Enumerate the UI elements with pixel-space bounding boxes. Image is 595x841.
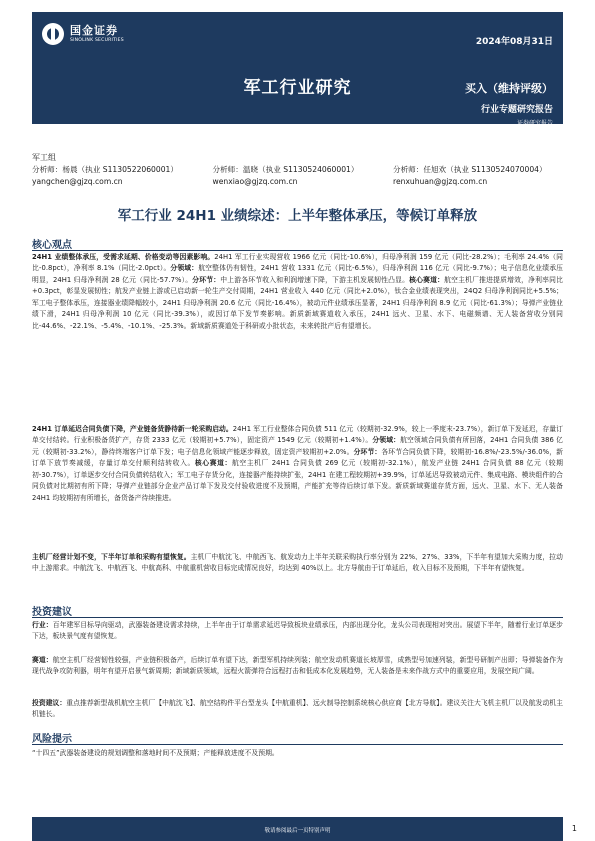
disclaimer-note: 敬请参阅最后一页特别声明 [264,828,331,834]
section-heading-invest: 投资建议 [32,607,72,618]
lead-text: 投资建议： [32,699,67,707]
lead-text: 分环节： [353,447,382,456]
body-text: 航空主机厂推进提质增效，净利率同比+0.3pct，彰显发展韧性；航发产业链上游或已启动新一轮生产交付周期，24H1 营业收入 440 亿元（同比+2.0%），钛合金业绩表现突出，24Q2 归母净利润同比+5.5%；军工电子整体承压，连接器业绩降幅较小，24H1 归母净利润 20.6 亿元（同比-16.4%），被动元件业绩承压显著，24H1 归母净利润 8.9 亿元（同比-61.3%）；导弹产业链业绩下滑，24H1 归母净利润 10 亿元（同比-39.3%），或因订单下发节奏影响。新质新域赛道收入承压，24H1 远火、卫星、水下、电磁频谱、无人装备营收分别同比-44.6%、-22.1%、-5.4%、-10.1%、-25.3%。新域新质赛道处于科研或小批状态，未来转批产后有望增长。 [32,275,563,330]
lead-text: 分领域： [372,436,401,445]
logo-name-cn: 国金证券 [70,24,118,37]
body-text: 主机厂中航沈飞、中航西飞、航发动力上半年关联采购执行率分别为 22%、27%、33%，下半年有望加大采购力度，拉动中上游需求。中航沈飞、中航西飞、中航高科、中航重机营收目标完成情况良好，均达到 40%以上。北方导航由于订单延后，收入目标不及预期，下半年有望恢复。 [32,553,563,573]
analyst-item [393,164,563,188]
body-text: 各环节合同负债下降，较期初-16.8%/-23.5%/-36.0%，新订单下放节奏减缓，存量订单交付顺利结转收入。 [32,447,564,468]
page-footer [32,817,563,841]
report-type: 行业专题研究报告 [480,105,553,115]
page-number: 1 [571,824,577,833]
core-paragraph-orders [32,424,563,504]
analyst-name: 分析师：温晓（执业 S1130524060001） [212,165,359,174]
rating-badge: 买入（维持评级） [465,82,553,95]
analyst-email[interactable]: yangchen@gjzq.com.cn [32,177,123,186]
company-logo [42,23,124,45]
invest-paragraph-tracks [32,655,563,678]
invest-paragraph-picks [32,698,563,721]
body-text: 24H1 军工行业整体合同负债 511 亿元（较期初-32.9%，较上一季度末-23.7%），新订单下发延迟，存量订单交付结转。行业积极备货扩产，存货 2333 亿元（较期初+5.7%），固定资产 1549 亿元（较期初+1.4%）。 [32,425,563,445]
sinolink-logo-icon [42,23,64,45]
invest-paragraph-industry [32,620,563,643]
lead-text: 24H1 订单延迟合同负债下降，产业链备货静待新一轮采购启动。 [32,425,233,433]
lead-text: 分环节： [192,275,221,284]
team-name: 军工组 [32,153,56,162]
report-main-title: 军工行业 24H1 业绩综述：上半年整体承压，等候订单释放 [117,208,478,224]
analyst-email[interactable]: renxuhuan@gjzq.com.cn [393,177,488,186]
body-text: 重点推荐新型战机航空主机厂【中航沈飞】、航空结构件平台型龙头【中航重机】、远火制导控制系统核心供应商【北方导航】。建议关注大飞机主机厂以及航发动机主机链长。 [32,699,564,719]
core-paragraph-performance [32,252,563,332]
section-heading-core: 核心观点 [32,240,72,251]
body-text: 航空主机厂 24H1 合同负债 269 亿元（较期初-32.1%），航发产业链 24H1 合同负债 88 亿元（较期初-30.7%），订单逐步交付合同负债转结收入；军工电子存货分化，连接器产能持续扩张，24H1 在建工程较期初+39.9%，订单延迟导致被动元件、集成电路、模块组件的合同负债对比期初有所下降；导弹产业链部分企业产品订单下发及交付验收进度不及预期，产能扩充等待后续订单下发。新质新域赛道存货方面，远火、卫星、水下、无人装备 24H1 均较期初有所增长，备货备产待续推进。 [32,459,564,502]
report-industry-title: 军工行业研究 [243,78,352,98]
body-text: “十四五”武器装备建设的规划调整和落地时间不及预期；产能释放进度不及预期。 [32,749,279,757]
section-divider [32,617,563,618]
lead-text: 核心赛道： [194,459,232,468]
analyst-name: 分析师：杨晨（执业 S1130522060001） [32,165,178,174]
section-divider [32,250,563,251]
lead-text: 24H1 业绩整体承压，受需求延期、价格变动等因素影响。 [32,253,215,261]
body-text: 24H1 军工行业实现营收 1966 亿元（同比-10.6%），归母净利润 159 亿元（同比-28.2%）；毛利率 24.4%（同比-0.8pct），净利率 8.1%（同比-2.0pct）。 [32,253,563,273]
lead-text: 行业： [32,621,53,629]
analyst-list [32,164,563,188]
report-date: 2024年08月31日 [475,37,553,47]
body-text: 百年建军目标导向驱动，武器装备建设需求持续，上半年由于订单需求延迟导致板块业绩承压，内部出现分化，龙头公司表现相对突出。展望下半年，随着行业订单逐步下达，板块景气度有望恢复。 [32,621,564,641]
report-source: 证券研究报告 [516,120,553,127]
analyst-email[interactable]: wenxiao@gjzq.com.cn [212,177,298,186]
analyst-item [32,164,202,188]
section-heading-risk: 风险提示 [32,734,72,745]
lead-text: 主机厂经营计划不变，下半年订单和采购有望恢复。 [32,553,191,561]
lead-text: 核心赛道： [409,275,445,284]
section-divider [32,744,563,745]
logo-name-en: SINOLINK SECURITIES [70,38,124,43]
body-text: 中上游各环节收入和利润增速下降，下游主机发展韧性凸显。 [220,275,410,284]
report-header-banner [32,12,563,127]
body-text: 航空整体仍有韧性，24H1 营收 1331 亿元（同比-6.5%），归母净利润 116 亿元（同比-9.7%）；电子信息化业绩承压明显，24H1 归母净利润 28 亿元（同比-57.7%）。 [32,264,564,284]
core-paragraph-outlook [32,552,563,575]
analyst-item [213,164,383,188]
analyst-name: 分析师：任旭欢（执业 S1130524070004） [393,165,547,174]
risk-paragraph [32,748,563,759]
body-text: 航空主机厂经营韧性较强，产业链积极备产，后续订单有望下达，新型军机持续列装；航空发动机赛道长坡厚雪，成熟型号加速列装，新型号研制产出即；导弹装备作为现代战争攻防利器，明年有望开启景气新周期；新域新质领域，远程火箭弹符合远程打击和低成本化发展趋势，无人装备是未来作战方式中的重要应用，发展空间广阔。 [32,656,564,676]
lead-text: 分领域： [170,264,199,273]
body-text: 航空领域合同负债有所回落，24H1 合同负债 386 亿元（较期初-33.2%），静待终端客户订单下发；电子信息化领域产能逐步释放，固定资产较期初+2.0%。 [32,436,563,456]
lead-text: 赛道： [32,656,53,664]
